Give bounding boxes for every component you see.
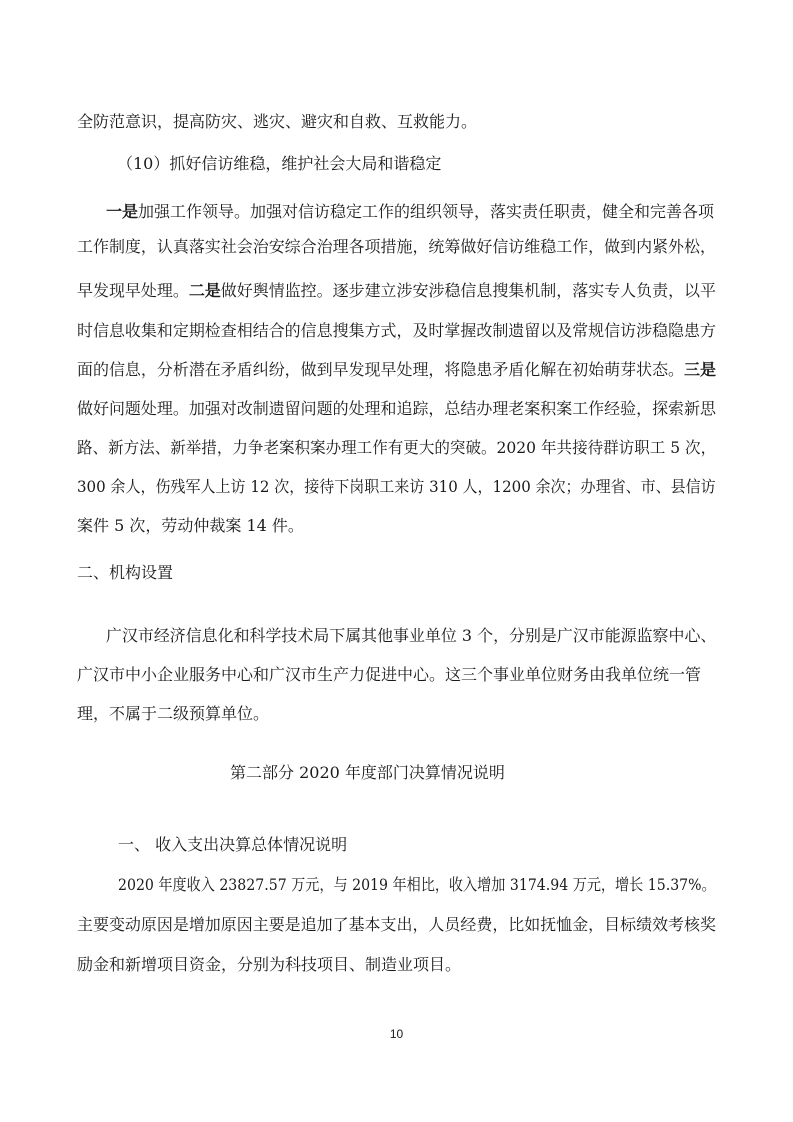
section-heading: （10）抓好信访维稳，维护社会大局和谐稳定 — [117, 154, 442, 173]
paragraph-line: 广汉市中小企业服务中心和广汉市生产力促进中心。这三个事业单位财务由我单位统一管 — [77, 665, 702, 684]
paragraph-line: 全防范意识，提高防灾、逃灾、避灾和自救、互救能力。 — [77, 112, 478, 131]
paragraph-line: 工作制度，认真落实社会治安综合治理各项措施，统筹做好信访维稳工作，做到内紧外松， — [77, 237, 716, 256]
paragraph-text: 加强工作领导。加强对信访稳定工作的组织领导，落实责任职责，健全和完善各项 — [138, 202, 715, 221]
paragraph-text: 做好舆情监控。逐步建立涉安涉稳信息搜集机制，落实专人负责，以平 — [220, 281, 717, 300]
emphasis-lead: 三是 — [684, 360, 717, 379]
paragraph-line: 主要变动原因是增加原因主要是追加了基本支出，人员经费，比如抚恤金，目标绩效考核奖 — [77, 915, 716, 934]
paragraph-line: 做好问题处理。加强对改制遗留问题的处理和追踪，总结办理老案积案工作经验，探索新思 — [77, 399, 716, 418]
paragraph-line — [106, 202, 714, 222]
paragraph-line: 时信息收集和定期检查相结合的信息搜集方式，及时掌握改制遗留以及常规信访涉稳隐患方 — [77, 321, 716, 340]
paragraph-line: 2020 年度收入 23827.57 万元，与 2019 年相比，收入增加 3174.94 万元，增长 15.37%。 — [118, 875, 716, 894]
paragraph-line: 励金和新增项目资金，分别为科技项目、制造业项目。 — [77, 955, 462, 974]
emphasis-lead: 一是 — [106, 202, 139, 221]
paragraph-line: 路、新方法、新举措，力争老案积案办理工作有更大的突破。2020 年共接待群访职工 5 次， — [77, 438, 717, 457]
paragraph-line: 案件 5 次，劳动仲裁案 14 件。 — [77, 516, 304, 535]
subsection-heading: 一、 收入支出决算总体情况说明 — [118, 835, 348, 854]
paragraph-text: 早发现早处理。 — [77, 281, 189, 300]
paragraph-line: 300 余人，伤残军人上访 12 次，接待下岗职工来访 310 人，1200 余次；办理省、市、县信访 — [77, 477, 716, 496]
emphasis-lead: 二是 — [188, 281, 221, 300]
paragraph-line: 理，不属于二级预算单位。 — [77, 704, 270, 723]
paragraph-text: 面的信息，分析潜在矛盾纠纷，做到早发现早处理，将隐患矛盾化解在初始萌芽状态。 — [77, 360, 685, 379]
paragraph-line: 广汉市经济信息化和科学技术局下属其他事业单位 3 个，分别是广汉市能源监察中心、 — [106, 626, 717, 645]
part-title: 第二部分 2020 年度部门决算情况说明 — [230, 763, 505, 782]
paragraph-line — [77, 281, 716, 301]
section-heading: 二、机构设置 — [77, 563, 174, 582]
paragraph-line — [77, 360, 716, 380]
page-number: 10 — [389, 1027, 404, 1041]
